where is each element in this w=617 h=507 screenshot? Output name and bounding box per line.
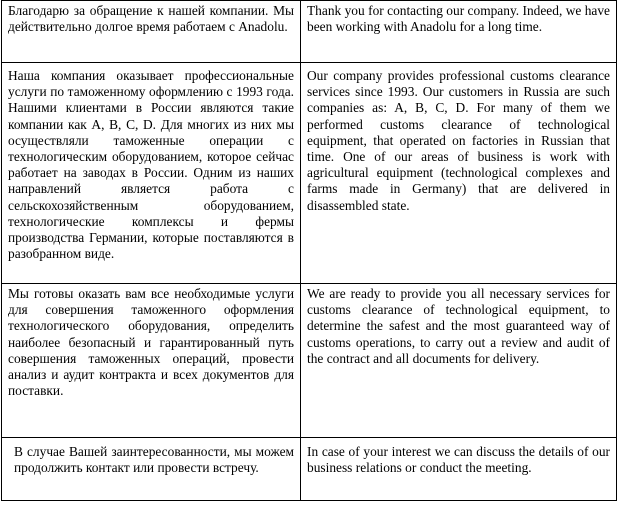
table-row	[2, 438, 617, 501]
table-row	[2, 1, 617, 63]
english-text-cell	[301, 63, 617, 284]
english-paragraph: In case of your interest we can discuss the details of our business relations or conduct the meeting.	[307, 444, 610, 476]
russian-text-cell	[2, 1, 301, 63]
english-text-cell	[301, 284, 617, 438]
english-paragraph: Our company provides professional customs clearance services since 1993. Our customers in Russia are such companies as: A, B, C, D. For many of them we performed customs clearance of technological equipment, that operated on factories in Russian that time. One of our areas of business is work with agricultural equipment (technological complexes and farms made in Germany) that are delivered in disassembled state.	[307, 68, 610, 213]
table-row	[2, 284, 617, 438]
russian-paragraph: Наша компания оказывает профессиональные услуги по таможенному оформлению с 1993 года. Нашими клиентами в России являются такие компании как A, B, C, D. Для многих из них мы осуществляли таможенные операции с технологическим оборудованием, которое сейчас работает на заводах в России. Одним из наших направлений является работа с сельскохозяйственным оборудованием, технологические комплексы и фермы производства Германии, которые поставляются в разобранном виде.	[8, 68, 294, 262]
russian-paragraph: В случае Вашей заинтересованности, мы можем продолжить контакт или провести встречу.	[14, 444, 294, 476]
translation-table	[1, 0, 617, 501]
english-text-cell	[301, 1, 617, 63]
english-paragraph: Thank you for contacting our company. Indeed, we have been working with Anadolu for a long time.	[307, 3, 610, 35]
english-paragraph: We are ready to provide you all necessary services for customs clearance of technological equipment, to determine the safest and the most guaranteed way of customs operations, to carry out a review and audit of the contract and all documents for delivery.	[307, 286, 610, 366]
table-row	[2, 63, 617, 284]
russian-paragraph: Мы готовы оказать вам все необходимые услуги для совершения таможенного оформления технологического оборудования, определить наиболее безопасный и гарантированный путь совершения таможенных операций, провести анализ и аудит контракта и всех документов для поставки.	[8, 286, 294, 399]
russian-text-cell	[2, 284, 301, 438]
russian-text-cell	[2, 438, 301, 501]
english-text-cell	[301, 438, 617, 501]
russian-text-cell	[2, 63, 301, 284]
russian-paragraph: Благодарю за обращение к нашей компании. Мы действительно долгое время работаем с Anadolu.	[8, 3, 294, 35]
